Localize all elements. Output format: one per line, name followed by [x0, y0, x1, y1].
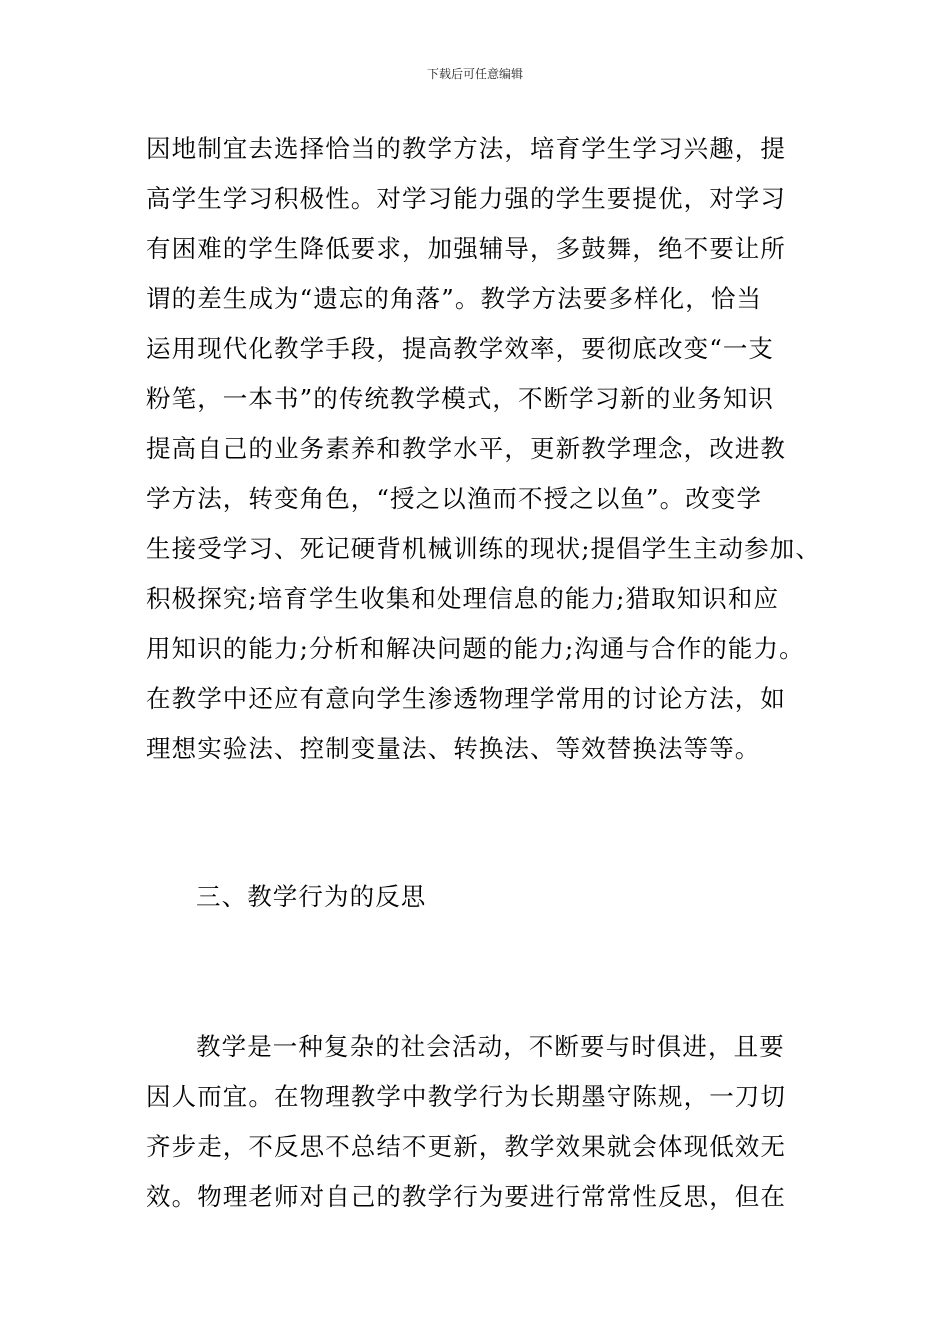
paragraph-line: 提高自己的业务素养和教学水平，更新教学理念，改进教 — [146, 434, 786, 463]
paragraph-line: 教学是一种复杂的社会活动，不断要与时俱进，且要 — [196, 1032, 785, 1061]
paragraph-line: 效。物理老师对自己的教学行为要进行常常性反思，但在 — [146, 1182, 786, 1211]
paragraph-line: 因地制宜去选择恰当的教学方法，培育学生学习兴趣，提 — [146, 134, 786, 163]
section-heading: 三、教学行为的反思 — [196, 882, 427, 911]
paragraph-line: 高学生学习积极性。对学习能力强的学生要提优，对学习 — [146, 184, 786, 213]
page-header: 下载后可任意编辑 — [426, 67, 523, 81]
paragraph-line: 运用现代化教学手段，提高教学效率，要彻底改变“一支 — [146, 334, 775, 363]
paragraph-line: 有困难的学生降低要求，加强辅导，多鼓舞，绝不要让所 — [146, 234, 786, 263]
paragraph-line: 齐步走，不反思不总结不更新，教学效果就会体现低效无 — [146, 1132, 786, 1161]
paragraph-line: 积极探究;培育学生收集和处理信息的能力;猎取知识和应 — [146, 584, 780, 613]
paragraph-line: 在教学中还应有意向学生渗透物理学常用的讨论方法，如 — [146, 684, 786, 713]
paragraph-line: 理想实验法、控制变量法、转换法、等效替换法等等。 — [146, 734, 761, 763]
paragraph-line: 粉笔，一本书”的传统教学模式，不断学习新的业务知识 — [146, 384, 775, 413]
paragraph-line: 用知识的能力;分析和解决问题的能力;沟通与合作的能力。 — [146, 634, 805, 663]
paragraph-line: 学方法，转变角色，“授之以渔而不授之以鱼”。改变学 — [146, 484, 763, 513]
paragraph-line: 因人而宜。在物理教学中教学行为长期墨守陈规，一刀切 — [146, 1082, 786, 1111]
paragraph-line: 谓的差生成为“遗忘的角落”。教学方法要多样化，恰当 — [146, 284, 763, 313]
paragraph-line: 生接受学习、死记硬背机械训练的现状;提倡学生主动参加、 — [146, 534, 821, 563]
